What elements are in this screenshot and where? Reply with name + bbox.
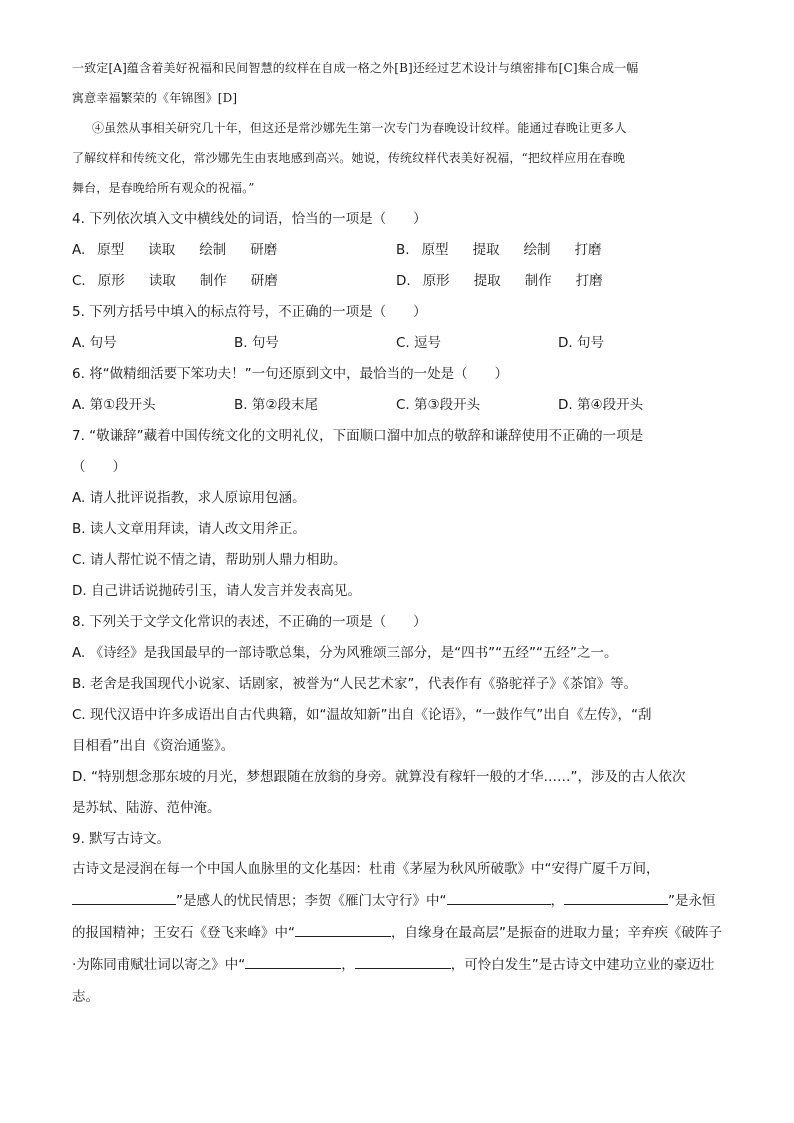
option-c[interactable]: C. 请人帮忙说不情之请，帮助别人鼎力相助。 — [72, 552, 347, 568]
question-8-stem: 8. 下列关于文学文化常识的表述，不正确的一项是（ ） — [72, 614, 427, 630]
option-d[interactable]: D. 自己讲话说抛砖引玉，请人发言并发表高见。 — [72, 583, 361, 599]
question-6-stem: 6. 将“做精细活要下笨功夫！”一句还原到文中，最恰当的一处是（ ） — [72, 366, 509, 382]
answer-blank[interactable] — [564, 890, 668, 905]
passage-line: 寓意幸福繁荣的《年锦图》[D] — [72, 91, 238, 105]
option-c[interactable]: C. 第③段开头 — [396, 397, 481, 413]
option-d[interactable]: D. 原形 提取 制作 打磨 — [396, 273, 603, 289]
option-d[interactable]: D. 第④段开头 — [558, 397, 644, 413]
option-d[interactable]: D. 句号 — [558, 335, 604, 351]
passage-line: 一致定[A]蕴含着美好祝福和民间智慧的纹样在自成一格之外[B]还经过艺术设计与缜密排布[C]集合成一幅 — [72, 61, 639, 75]
option-b[interactable]: B. 读人文章用拜读，请人改文用斧正。 — [72, 521, 306, 537]
answer-blank[interactable] — [295, 922, 391, 937]
passage-paragraph-4: ④虽然从事相关研究几十年，但这还是常沙娜先生第一次专门为春晚设计纹样。能通过春晚让更多人 — [92, 121, 627, 135]
passage-line: 了解纹样和传统文化，常沙娜先生由衷地感到高兴。她说，传统纹样代表美好祝福，“把纹样应用在春晚 — [72, 151, 626, 165]
option-b[interactable]: B. 第②段末尾 — [234, 397, 318, 413]
question-9-stem: 9. 默写古诗文。 — [72, 831, 171, 847]
question-7-stem: 7. “敬谦辞”藏着中国传统文化的文明礼仪，下面顺口溜中加点的敬辞和谦辞使用不正确的一项是 — [72, 428, 644, 444]
question-5-stem: 5. 下列方括号中填入的标点符号，不正确的一项是（ ） — [72, 304, 427, 320]
option-a[interactable]: A. 《诗经》是我国最早的一部诗歌总集，分为风雅颂三部分，是“四书”“五经”“五经”之一。 — [72, 645, 618, 661]
answer-blank[interactable] — [72, 890, 176, 905]
option-b[interactable]: B. 原型 提取 绘制 打磨 — [396, 242, 602, 258]
option-c[interactable]: C. 现代汉语中许多成语出自古代典籍，如“温故知新”出自《论语》，“一鼓作气”出自《左传》，“刮 — [72, 707, 652, 723]
option-b[interactable]: B. 老舍是我国现代小说家、话剧家，被誉为“人民艺术家”，代表作有《骆驼祥子》《茶馆》等。 — [72, 676, 638, 692]
option-c-continued: 目相看”出自《资治通鉴》。 — [72, 738, 235, 754]
option-d-continued: 是苏轼、陆游、范仲淹。 — [72, 800, 221, 816]
answer-blank[interactable] — [447, 890, 551, 905]
answer-blank[interactable] — [245, 954, 341, 969]
question-4-stem: 4. 下列依次填入文中横线处的词语，恰当的一项是（ ） — [72, 211, 427, 227]
question-5-options — [72, 333, 722, 353]
option-a[interactable]: A. 原型 读取 绘制 研磨 — [72, 242, 278, 258]
option-c[interactable]: C. 逗号 — [396, 335, 442, 351]
option-a[interactable]: A. 第①段开头 — [72, 397, 156, 413]
option-a[interactable]: A. 请人批评说指教，求人原谅用包涵。 — [72, 490, 306, 506]
answer-blank[interactable] — [355, 954, 451, 969]
question-4-options-row-2 — [72, 271, 722, 291]
option-b[interactable]: B. 句号 — [234, 335, 279, 351]
question-4-options-row-1 — [72, 240, 722, 260]
option-c[interactable]: C. 原形 读取 制作 研磨 — [72, 273, 278, 289]
exam-page — [72, 58, 722, 1013]
question-9-passage: 古诗文是浸润在每一个中国人血脉里的文化基因：杜甫《茅屋为秋风所破歌》中“安得广厦千万间，”是感人的忧民情思；李贺《雁门太守行》中“ ， ”是永恒的报国精神；王安石《登飞来峰》中“ ，自缘身在最高层”是振奋的进取力量；辛弃疾《破阵子·为陈同甫赋壮词以寄之》中“ ， ，可怜白发生”是古诗文中建功立业的豪迈壮志。 — [72, 861, 722, 1005]
question-7-answer-paren: （ ） — [72, 459, 126, 475]
option-d[interactable]: D. “特别想念那东坡的月光，梦想跟随在放翁的身旁。就算没有稼轩一般的才华……”，涉及的古人依次 — [72, 769, 686, 785]
option-a[interactable]: A. 句号 — [72, 335, 117, 351]
question-6-options — [72, 395, 722, 415]
passage-line: 舞台，是春晚给所有观众的祝福。” — [72, 181, 255, 195]
